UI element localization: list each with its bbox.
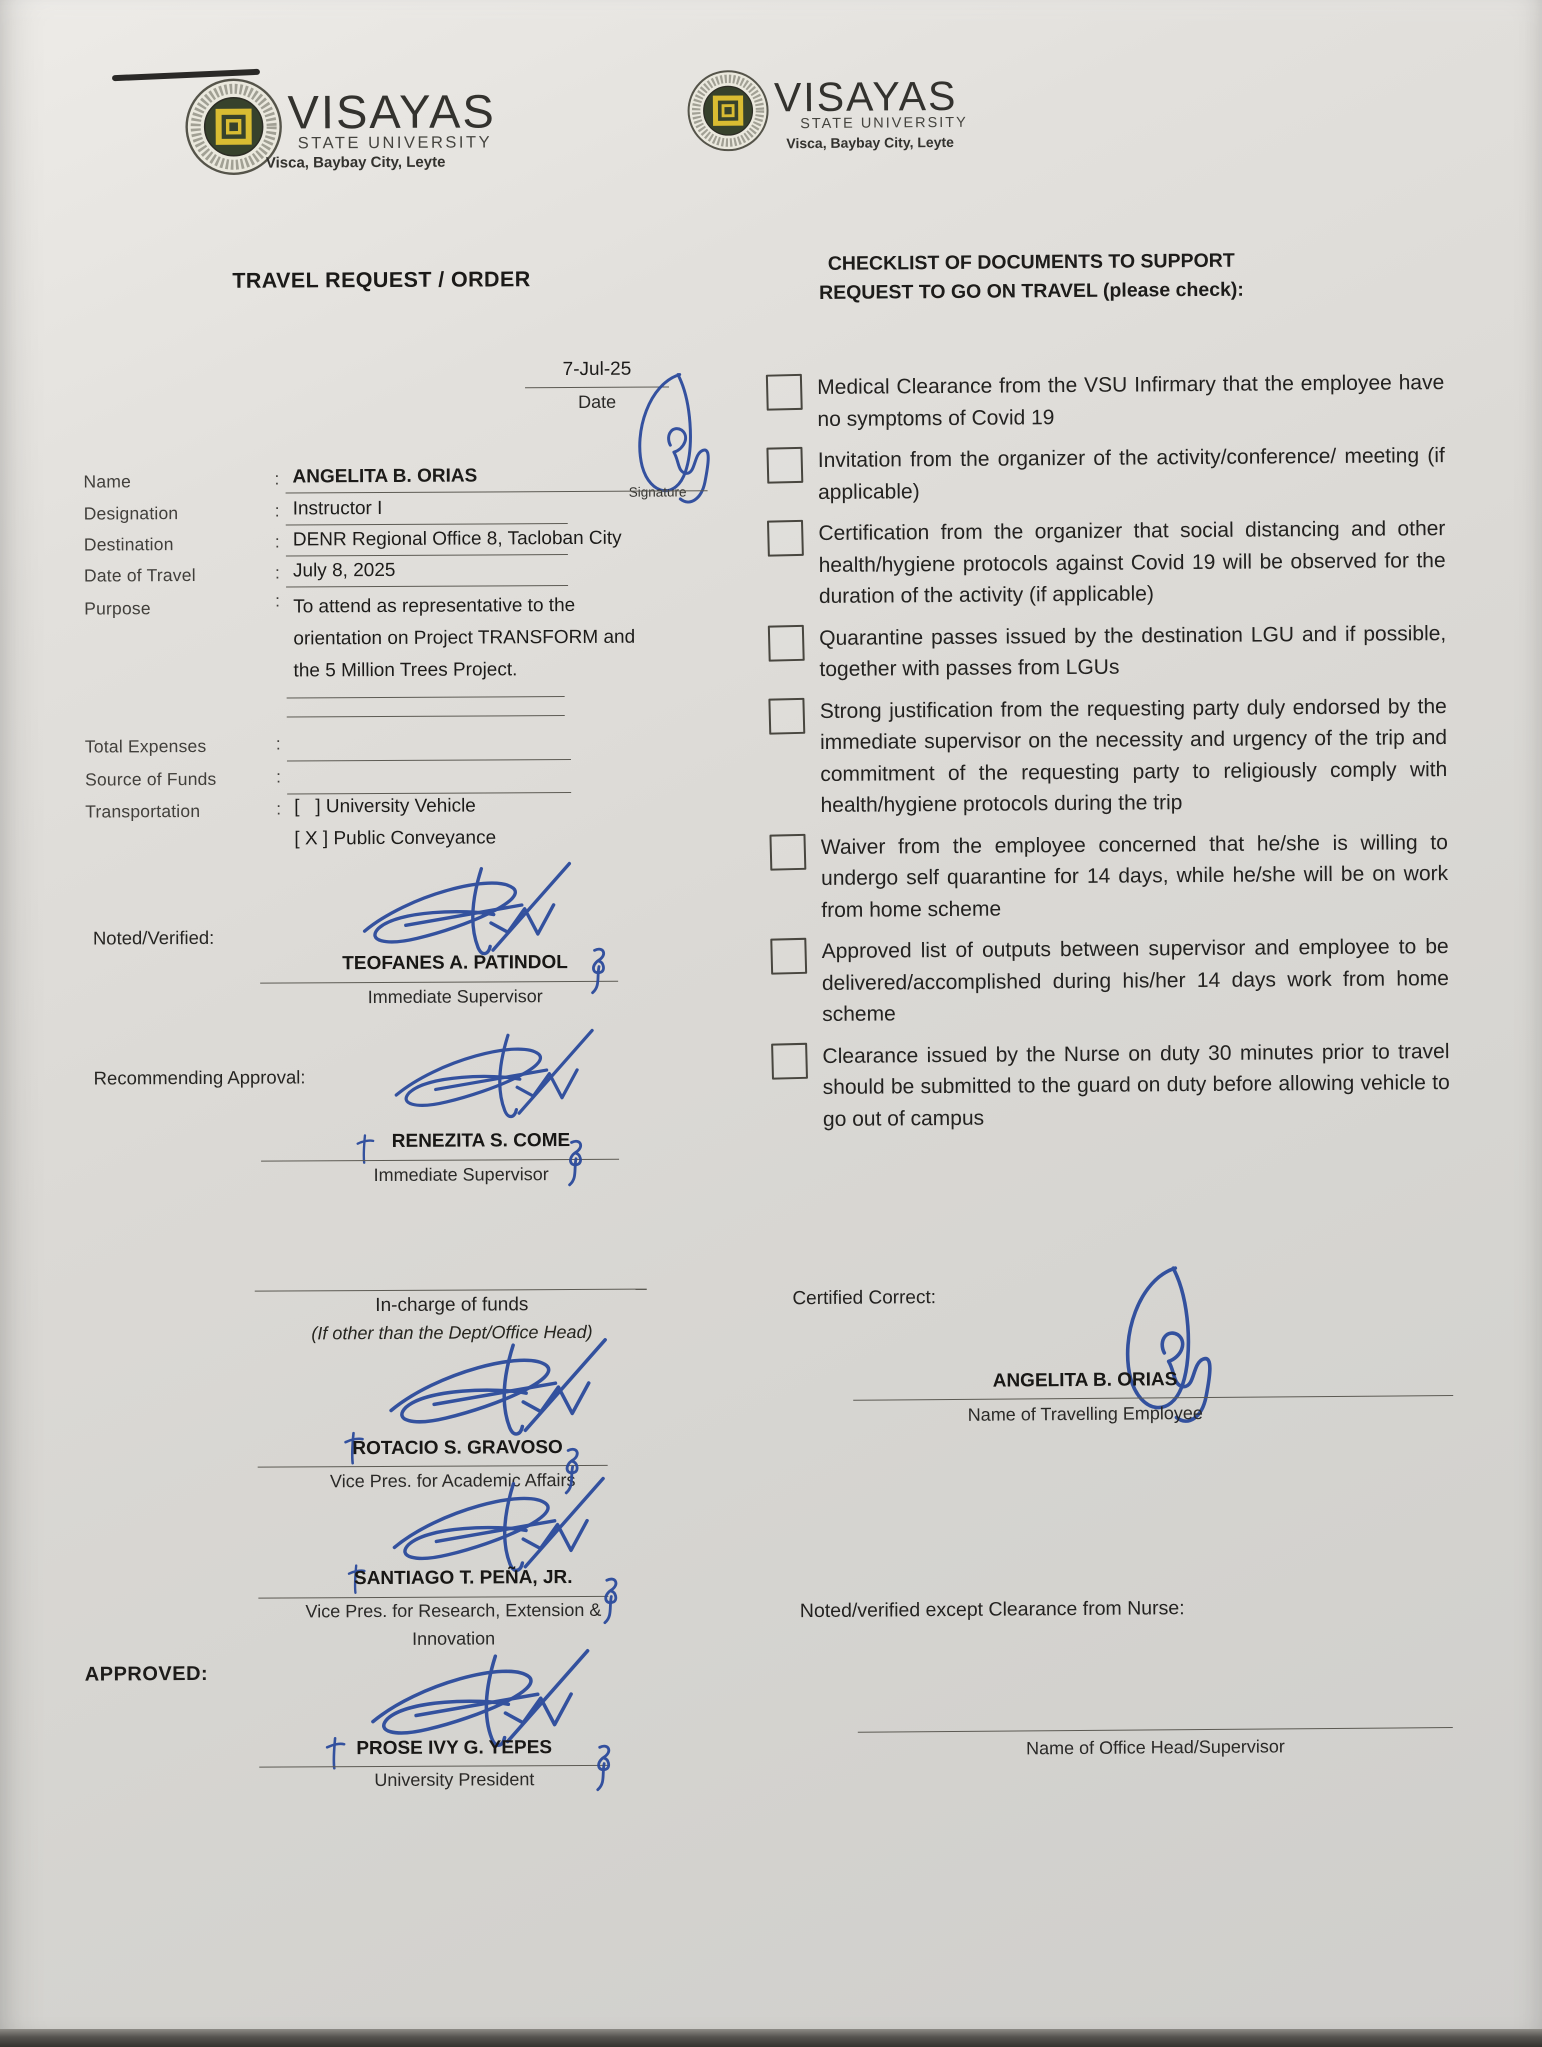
university-subtitle: STATE UNIVERSITY (800, 114, 968, 133)
checklist-item (767, 513, 1446, 613)
field-colon: : (276, 766, 282, 787)
checkbox-icon (767, 520, 804, 557)
checkbox-icon (769, 833, 806, 870)
checklist-item-text: Waiver from the employee concerned that he/she is willing to undergo self quarantine for 14 days, while he/she will be on work from home scheme (820, 830, 1449, 922)
signature-label: Signature (628, 484, 687, 500)
field-colon: : (275, 733, 282, 754)
field-label-designation: Designation (83, 503, 179, 524)
checklist-item (770, 827, 1449, 927)
field-label-date-of-travel: Date of Travel (83, 564, 196, 586)
checklist-item-text: Invitation from the organizer of the activity/conference/ meeting (if applicable) (817, 444, 1445, 504)
checklist-item-text: Medical Clearance from the VSU Infirmary that the employee have no symptoms of Covid 19 (817, 371, 1445, 431)
field-label-purpose: Purpose (84, 598, 151, 619)
field-label-source-of-funds: Source of Funds (85, 768, 217, 790)
in-charge-label: In-charge of funds (375, 1294, 529, 1317)
purpose-line-2: orientation on Project TRANSFORM and (293, 626, 636, 650)
checklist-item-text: Quarantine passes issued by the destination LGU and if possible, together with passes from LGUs (819, 621, 1447, 681)
checklist-item-text: Approved list of outputs between supervisor and employee to be delivered/accomplished during his/her 14 days work from home scheme (821, 935, 1449, 1026)
vp-academic-name: ROTACIO S. GRAVOSO (352, 1437, 563, 1460)
field-label-name: Name (83, 471, 132, 492)
purpose-line-3: the 5 Million Trees Project. (293, 659, 518, 682)
university-address: Visca, Baybay City, Leyte (265, 153, 446, 172)
vp-research-name: SANTIAGO T. PEÑA, JR. (353, 1567, 573, 1590)
vp-research-title-1: Vice Pres. for Research, Extension & (305, 1599, 602, 1622)
checkbox-icon (768, 624, 805, 661)
travelling-employee-name: ANGELITA B. ORIAS (992, 1369, 1178, 1392)
approved-label: APPROVED: (84, 1662, 209, 1686)
university-seal-icon (686, 68, 771, 153)
president-name: PROSE IVY G. YEPES (356, 1737, 553, 1760)
field-label-destination: Destination (83, 534, 174, 555)
checkbox-icon (766, 374, 803, 411)
field-value-designation: Instructor I (292, 497, 383, 520)
checkbox-icon (768, 697, 805, 734)
scan-bottom-edge (0, 2029, 1542, 2047)
field-label-transportation: Transportation (85, 800, 201, 822)
field-colon: : (276, 798, 282, 819)
field-value-date-of-travel: July 8, 2025 (292, 559, 396, 582)
recommending-approval-title: Immediate Supervisor (373, 1164, 549, 1186)
travelling-employee-title: Name of Travelling Employee (967, 1402, 1203, 1425)
field-value-name: ANGELITA B. ORIAS (292, 465, 478, 488)
office-head-title: Name of Office Head/Supervisor (1025, 1736, 1285, 1759)
checklist-item-text: Certification from the organizer that social distancing and other health/hygiene protocols against Covid 19 will be observed for the duration of the activity (if applicable) (818, 517, 1446, 608)
university-name: VISAYAS (773, 72, 958, 121)
checklist-item (771, 931, 1450, 1031)
transportation-option-university: [ ] University Vehicle (294, 795, 476, 818)
checkbox-icon (771, 1042, 808, 1079)
in-charge-sublabel: (If other than the Dept/Office Head) (311, 1321, 593, 1344)
checklist-title-line-2: REQUEST TO GO ON TRAVEL (please check): (819, 278, 1244, 304)
purpose-line-1: To attend as representative to the (293, 594, 576, 618)
university-name: VISAYAS (287, 84, 496, 139)
field-label-total-expenses: Total Expenses (84, 735, 207, 757)
field-colon: : (274, 562, 281, 583)
field-colon: : (274, 500, 280, 521)
checklist-item (771, 1036, 1450, 1136)
checklist-item-text: Clearance issued by the Nurse on duty 30 minutes prior to travel should be submitted to the guard on duty before allowing vehicle to go out of campus (822, 1039, 1450, 1131)
checklist-title-line-1: CHECKLIST OF DOCUMENTS TO SUPPORT (827, 249, 1235, 275)
field-colon: : (275, 590, 281, 611)
president-title: University President (374, 1769, 535, 1791)
recommending-approval-name: RENEZITA S. COME (391, 1130, 571, 1152)
checklist-items (766, 367, 1450, 1145)
checklist-item-text: Strong justification from the requesting party duly endorsed by the immediate supervisor on the necessity and urgency of the trip and commitment of the requesting party to religiously comply with health/hygiene protocols during the trip (819, 694, 1448, 817)
page-title: TRAVEL REQUEST / ORDER (232, 267, 531, 293)
checklist-item (768, 618, 1446, 686)
date-label: Date (578, 391, 617, 412)
certified-correct-label: Certified Correct: (792, 1287, 937, 1310)
noted-verified-label: Noted/Verified: (92, 926, 215, 949)
vp-research-title-2: Innovation (411, 1628, 496, 1649)
noted-verified-name: TEOFANES A. PATINDOL (342, 952, 568, 975)
vp-academic-title: Vice Pres. for Academic Affairs (329, 1469, 576, 1492)
date-value: 7-Jul-25 (562, 358, 632, 381)
university-subtitle: STATE UNIVERSITY (297, 133, 493, 153)
checklist-title (781, 246, 1281, 308)
checklist-item (766, 367, 1444, 435)
checklist-item (769, 691, 1448, 822)
checkbox-icon (766, 447, 803, 484)
office-head-line (858, 1727, 1453, 1733)
transportation-option-public: [ X ] Public Conveyance (294, 827, 497, 850)
noted-verified-title: Immediate Supervisor (367, 986, 543, 1008)
field-value-destination: DENR Regional Office 8, Tacloban City (292, 527, 622, 551)
university-address: Visca, Baybay City, Leyte (786, 133, 954, 152)
checkbox-icon (770, 938, 807, 975)
recommending-approval-label: Recommending Approval: (93, 1066, 306, 1089)
noted-except-label: Noted/verified except Clearance from Nurse: (799, 1597, 1185, 1623)
field-colon: : (274, 531, 280, 552)
checklist-item (767, 440, 1445, 508)
field-colon: : (274, 468, 280, 489)
